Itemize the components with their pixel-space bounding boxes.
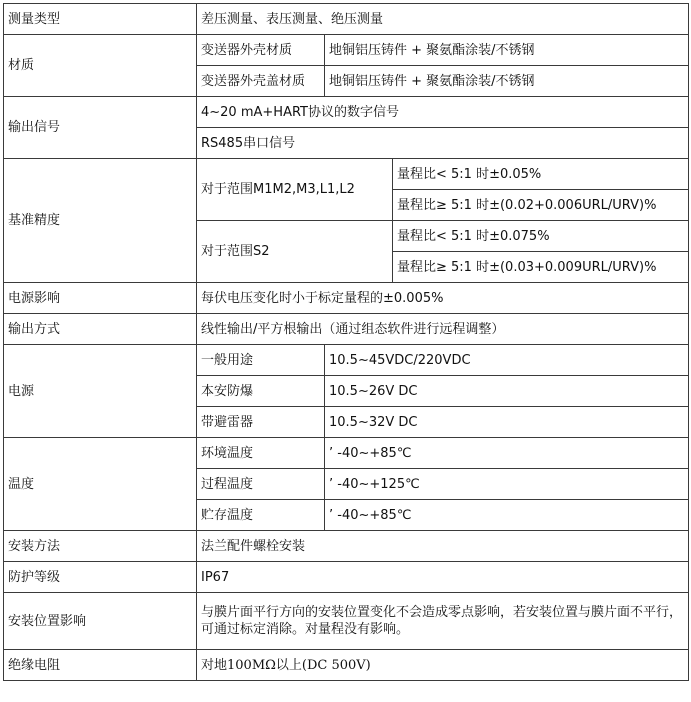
row-power-effect [4, 283, 689, 314]
power-intrinsic-value: 10.5~26V DC [325, 376, 689, 407]
insulation-value: 对地100MΩ以上(DC 500V) [197, 650, 689, 681]
cover-material-value: 地铜铝压铸件 + 聚氨酯涂装/不锈钢 [325, 66, 689, 97]
row-material-housing [4, 35, 689, 66]
output-signal-label: 输出信号 [4, 97, 197, 159]
row-temp-ambient [4, 438, 689, 469]
row-protection [4, 562, 689, 593]
insulation-label: 绝缘电阻 [4, 650, 197, 681]
accuracy-range2-label: 对于范围S2 [197, 221, 393, 283]
position-effect-label: 安装位置影响 [4, 593, 197, 650]
output-signal-hart: 4~20 mA+HART协议的数字信号 [197, 97, 689, 128]
temp-process-label: 过程温度 [197, 469, 325, 500]
power-intrinsic-label: 本安防爆 [197, 376, 325, 407]
power-supply-label: 电源 [4, 345, 197, 438]
accuracy-range1-cond1: 量程比< 5:1 时±0.05% [393, 159, 689, 190]
measure-type-value: 差压测量、表压测量、绝压测量 [197, 4, 689, 35]
temp-storage-value: ’ -40~+85℃ [325, 500, 689, 531]
output-mode-label: 输出方式 [4, 314, 197, 345]
power-general-value: 10.5~45VDC/220VDC [325, 345, 689, 376]
material-label: 材质 [4, 35, 197, 97]
row-measure-type [4, 4, 689, 35]
power-effect-value: 每伏电压变化时小于标定量程的±0.005% [197, 283, 689, 314]
row-position-effect [4, 593, 689, 650]
row-accuracy-1 [4, 159, 689, 190]
temp-storage-label: 贮存温度 [197, 500, 325, 531]
output-mode-value: 线性输出/平方根输出（通过组态软件进行远程调整） [197, 314, 689, 345]
row-output-signal-1 [4, 97, 689, 128]
output-signal-rs485: RS485串口信号 [197, 128, 689, 159]
spec-table [3, 3, 689, 681]
accuracy-range2-cond2: 量程比≥ 5:1 时±(0.03+0.009URL/URV)% [393, 252, 689, 283]
row-insulation [4, 650, 689, 681]
row-installation [4, 531, 689, 562]
protection-label: 防护等级 [4, 562, 197, 593]
temp-ambient-value: ’ -40~+85℃ [325, 438, 689, 469]
row-output-mode [4, 314, 689, 345]
row-power-general [4, 345, 689, 376]
housing-material-label: 变送器外壳材质 [197, 35, 325, 66]
housing-material-value: 地铜铝压铸件 + 聚氨酯涂装/不锈钢 [325, 35, 689, 66]
measure-type-label: 测量类型 [4, 4, 197, 35]
accuracy-range1-label: 对于范围M1M2,M3,L1,L2 [197, 159, 393, 221]
accuracy-range1-cond2: 量程比≥ 5:1 时±(0.02+0.006URL/URV)% [393, 190, 689, 221]
power-lightning-value: 10.5~32V DC [325, 407, 689, 438]
power-lightning-label: 带避雷器 [197, 407, 325, 438]
installation-label: 安装方法 [4, 531, 197, 562]
accuracy-label: 基准精度 [4, 159, 197, 283]
temp-ambient-label: 环境温度 [197, 438, 325, 469]
temperature-label: 温度 [4, 438, 197, 531]
temp-process-value: ’ -40~+125℃ [325, 469, 689, 500]
protection-value: IP67 [197, 562, 689, 593]
cover-material-label: 变送器外壳盖材质 [197, 66, 325, 97]
power-effect-label: 电源影响 [4, 283, 197, 314]
accuracy-range2-cond1: 量程比< 5:1 时±0.075% [393, 221, 689, 252]
power-general-label: 一般用途 [197, 345, 325, 376]
installation-value: 法兰配件螺栓安装 [197, 531, 689, 562]
position-effect-value: 与膜片面平行方向的安装位置变化不会造成零点影响，若安装位置与膜片面不平行，可通过标定消除。对量程没有影响。 [197, 593, 689, 650]
